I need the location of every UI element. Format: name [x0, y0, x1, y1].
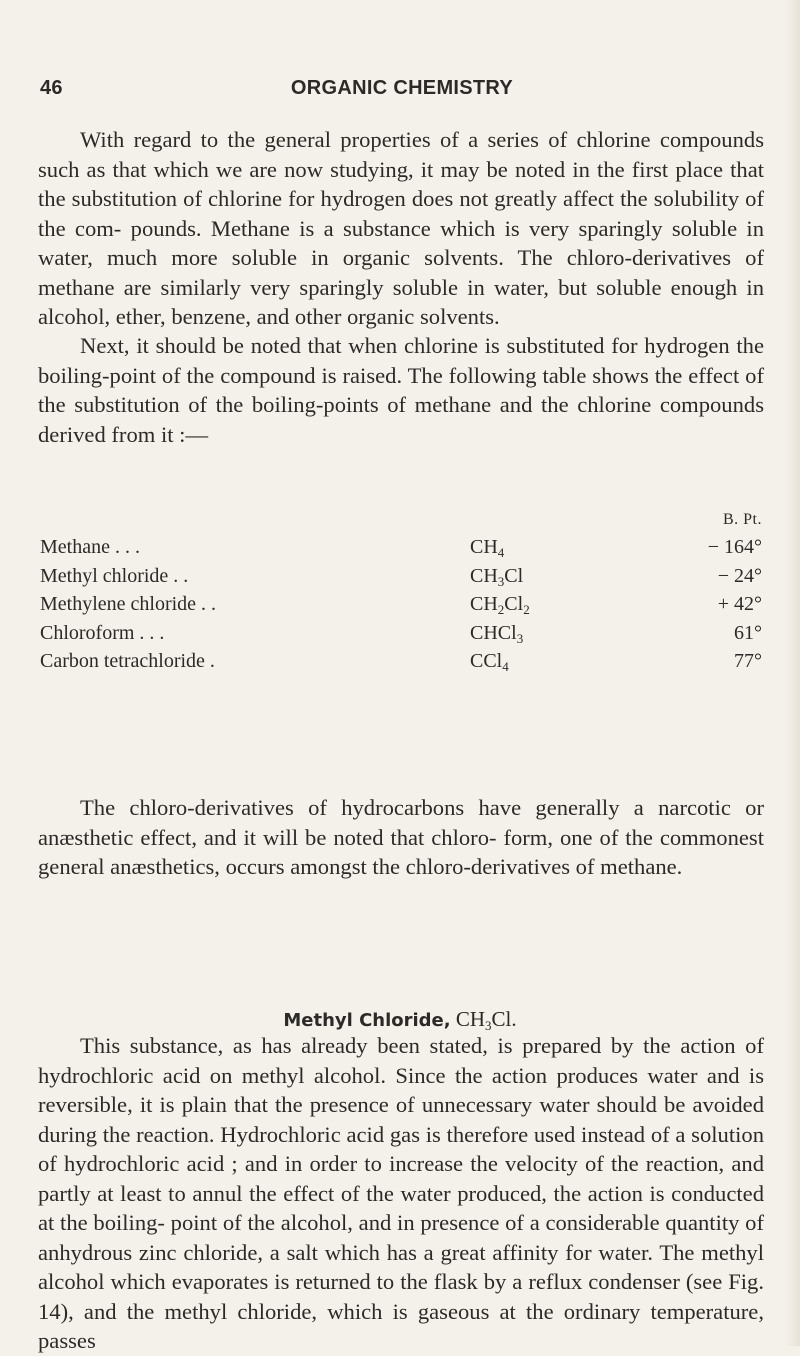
table-row — [40, 562, 762, 591]
compound-formula: CHCl$_3$ — [470, 621, 524, 646]
page-number: 46 — [40, 77, 63, 99]
paragraph-text: With regard to the general properties of a series of chlorine compounds such as that which we are now studying, it may be noted in the first place that the substitution of chlorine for hydrogen does not greatly affect the solubility of the com- pounds. Methane is a substance which is very sparingly soluble in water, much more soluble in organic solvents. The chloro-derivatives of methane are similarly very sparingly soluble in water, but soluble enough in alcohol, ether, benzene, and other organic solvents. — [38, 127, 764, 329]
paragraph-text: This substance, as has already been stated, is prepared by the action of hydrochloric acid on methyl alcohol. Since the action produces water and is reversible, it is plain that the presence of unnecessary water should be avoided during the reaction. Hydrochloric acid gas is therefore used instead of a solution of hydrochloric acid ; and in order to increase the velocity of the reaction, and partly at least to annul the effect of the water produced, the action is conducted at the boiling- point of the alcohol, and in presence of a considerable quantity of anhydrous zinc chloride, a salt which has a great affinity for water. The methyl alcohol which evaporates is returned to the flask by a reflux condenser (see Fig. 14), and the methyl chloride, which is gaseous at the ordinary temperature, passes — [38, 1033, 764, 1353]
boiling-point-value: 77° — [734, 650, 762, 672]
compound-name: Chloroform . . . — [40, 621, 165, 644]
compound-name: Methane . . . — [40, 536, 140, 558]
boiling-point-value: − 164° — [707, 536, 762, 558]
boiling-point-value: − 24° — [717, 564, 762, 587]
compound-formula: $CH_3Cl$ — [470, 564, 524, 589]
boiling-point-value: 61° — [734, 621, 762, 644]
compound-formula: $CH_4$ — [470, 536, 505, 560]
table-row — [40, 533, 762, 562]
running-head — [40, 77, 764, 107]
paragraph-solubility — [38, 125, 764, 332]
boiling-point-table — [40, 533, 762, 676]
paragraph-preparation — [38, 1031, 764, 1356]
compound-name: Methyl chloride . . — [40, 564, 189, 587]
table-row — [40, 590, 762, 619]
compound-name: Carbon tetrachloride . — [40, 650, 215, 672]
running-title: ORGANIC CHEMISTRY — [290, 77, 514, 99]
section-heading — [0, 1007, 800, 1032]
table-row — [40, 647, 762, 676]
boiling-point-value: + 42° — [717, 593, 762, 615]
table-row — [40, 619, 762, 648]
paragraph-text: The chloro-derivatives of hydrocarbons have generally a narcotic or anæsthetic effect, and it will be noted that chloro- form, one of the commonest general anæsthetics, occurs amongst the chloro-derivatives of methane. — [38, 795, 764, 879]
paragraph-text: Next, it should be noted that when chlorine is substituted for hydrogen the boiling-point of the compound is raised. The following table shows the effect of the substitution of the boiling-points of methane and the chlorine compounds derived from it :— — [38, 333, 764, 447]
compound-name: Methylene chloride . . — [40, 593, 217, 615]
paragraph-anaesthetic — [38, 793, 764, 882]
section-heading-formula: $CH_3Cl$. — [455, 1007, 517, 1033]
compound-formula: CCl$_4$ — [470, 650, 509, 674]
bp-column-header: B. Pt. — [722, 511, 762, 528]
page-edge — [786, 0, 800, 1346]
compound-formula: $CH_2Cl_2$ — [470, 593, 530, 617]
paragraph-boiling-points — [38, 331, 764, 449]
section-heading-label: Methyl Chloride, — [283, 1010, 451, 1031]
